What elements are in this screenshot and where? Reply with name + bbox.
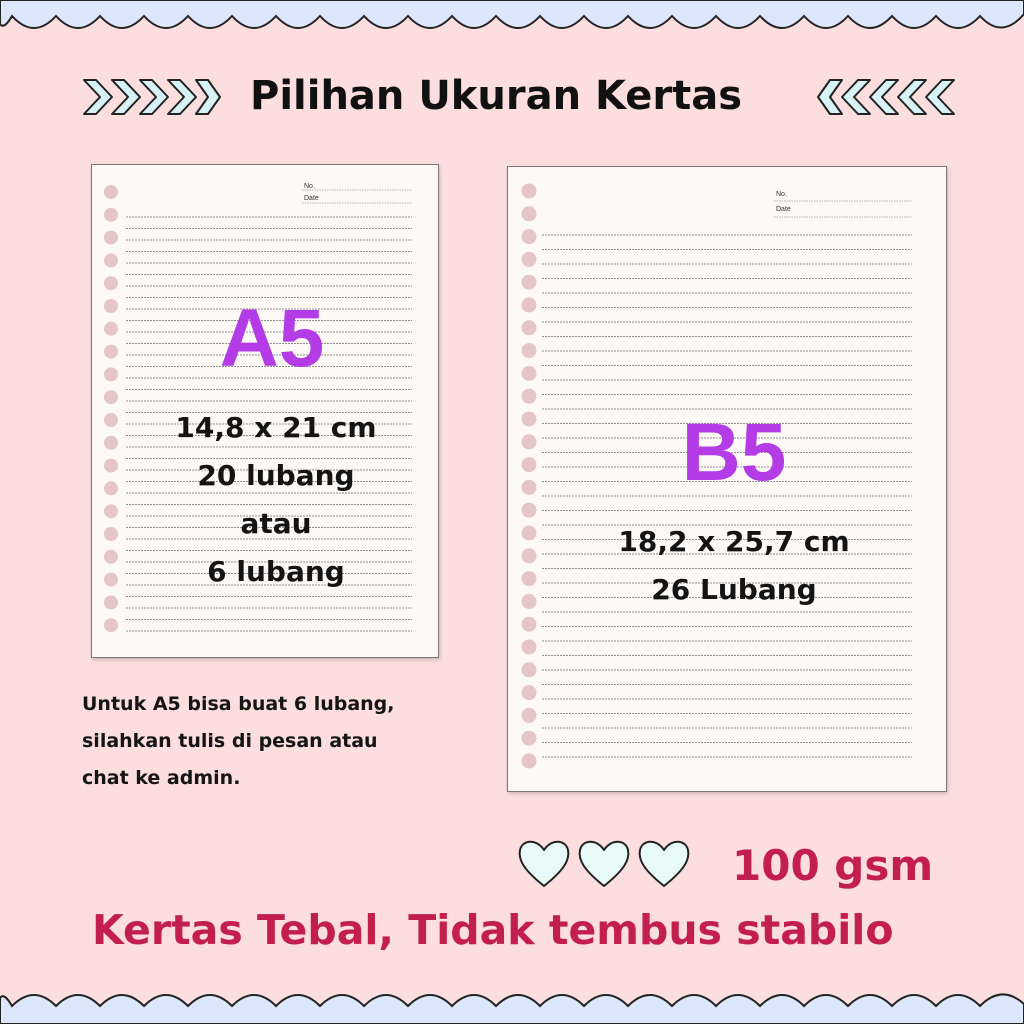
bottom-scallop-border [0, 984, 1024, 1024]
punch-hole [104, 299, 118, 313]
a5-dimensions: 14,8 x 21 cm [175, 411, 377, 444]
punch-hole [104, 367, 118, 381]
punch-hole [104, 618, 118, 632]
a5-holes: 20 lubang [197, 459, 355, 492]
punch-hole [104, 390, 118, 404]
heart-icon [580, 842, 629, 886]
heart-icon [520, 842, 569, 886]
chevron-right-icon [82, 76, 222, 118]
paper-weight: 100 gsm [732, 841, 934, 890]
page-title: Pilihan Ukuran Kertas [250, 73, 743, 119]
punch-hole [104, 481, 118, 495]
punch-hole [522, 184, 537, 199]
punch-hole [522, 754, 537, 769]
tagline: Kertas Tebal, Tidak tembus stabilo [92, 906, 894, 954]
punch-hole [522, 480, 537, 495]
b5-header-no: No. [776, 191, 787, 198]
punch-hole [522, 206, 537, 221]
punch-hole [522, 320, 537, 335]
a5-header-no: No. [304, 183, 315, 190]
punch-hole [104, 345, 118, 359]
b5-header-date: Date [776, 206, 791, 213]
punch-hole [104, 413, 118, 427]
a5-note [82, 686, 482, 797]
punch-hole [104, 208, 118, 222]
punch-hole [104, 595, 118, 609]
a5-header-date: Date [304, 195, 319, 202]
punch-hole [522, 275, 537, 290]
punch-hole [522, 708, 537, 723]
note-line-3: chat ke admin. [82, 767, 241, 789]
punch-hole [522, 617, 537, 632]
punch-hole [104, 276, 118, 290]
heart-icon [640, 842, 689, 886]
punch-hole [522, 457, 537, 472]
punch-hole [522, 252, 537, 267]
punch-hole [104, 185, 118, 199]
punch-hole [104, 253, 118, 267]
b5-size-label: B5 [681, 407, 787, 498]
b5-size-details [584, 518, 884, 614]
punch-hole [104, 459, 118, 473]
a5-or: atau [240, 507, 312, 540]
punch-hole [522, 662, 537, 677]
punch-hole [522, 503, 537, 518]
a5-size-details [126, 404, 426, 596]
punch-hole [104, 504, 118, 518]
punch-hole [104, 436, 118, 450]
punch-hole [522, 571, 537, 586]
punch-hole [522, 640, 537, 655]
punch-hole [522, 548, 537, 563]
punch-hole [522, 731, 537, 746]
punch-hole [104, 231, 118, 245]
a5-holes-alt: 6 lubang [207, 555, 345, 588]
punch-hole [522, 434, 537, 449]
punch-hole [522, 229, 537, 244]
title-row [0, 68, 1024, 124]
punch-hole [104, 527, 118, 541]
punch-hole [104, 573, 118, 587]
punch-hole [522, 298, 537, 313]
b5-holes: 26 Lubang [651, 573, 817, 606]
punch-hole [104, 550, 118, 564]
chevron-left-icon [816, 76, 956, 118]
punch-hole [522, 366, 537, 381]
punch-hole [522, 685, 537, 700]
top-scallop-border [0, 0, 1024, 40]
punch-hole [104, 322, 118, 336]
punch-hole [522, 412, 537, 427]
hearts-decoration [516, 836, 696, 892]
note-line-1: Untuk A5 bisa buat 6 lubang, [82, 693, 395, 715]
punch-hole [522, 389, 537, 404]
punch-hole [522, 343, 537, 358]
punch-hole [522, 526, 537, 541]
b5-dimensions: 18,2 x 25,7 cm [618, 525, 850, 558]
a5-size-label: A5 [219, 293, 325, 384]
punch-hole [522, 594, 537, 609]
note-line-2: silahkan tulis di pesan atau [82, 730, 378, 752]
